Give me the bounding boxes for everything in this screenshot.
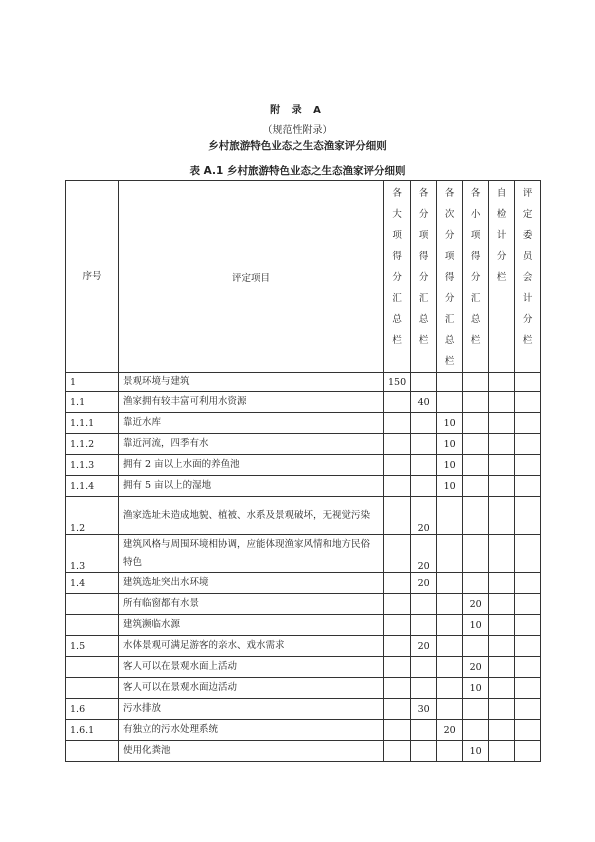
table-row [66, 573, 541, 594]
row-score-secondary [437, 741, 463, 762]
row-score-secondary [437, 636, 463, 657]
row-committee [515, 657, 541, 678]
row-seq [66, 678, 119, 699]
row-seq: 1.5 [66, 636, 119, 657]
row-score-minor: 10 [463, 678, 489, 699]
table-row [66, 373, 541, 392]
row-score-minor [463, 373, 489, 392]
row-score-sub: 30 [411, 699, 437, 720]
row-self-check [489, 434, 515, 455]
row-score-secondary: 20 [437, 720, 463, 741]
row-item: 景观环境与建筑 [119, 373, 384, 392]
row-score-minor: 10 [463, 741, 489, 762]
row-score-major [384, 636, 411, 657]
row-item: 渔家拥有较丰富可利用水资源 [119, 392, 384, 413]
row-committee [515, 741, 541, 762]
row-self-check [489, 413, 515, 434]
row-seq [66, 741, 119, 762]
row-score-sub [411, 615, 437, 636]
row-item: 建筑风格与周围环境相协调，应能体现渔家风情和地方民俗特色 [119, 535, 384, 573]
row-item: 污水排放 [119, 699, 384, 720]
row-score-major [384, 699, 411, 720]
row-item: 所有临窗都有水景 [119, 594, 384, 615]
row-score-sub [411, 678, 437, 699]
table-body [66, 181, 541, 762]
table-row [66, 720, 541, 741]
row-score-major [384, 573, 411, 594]
row-score-major [384, 594, 411, 615]
row-score-major [384, 741, 411, 762]
row-score-secondary [437, 657, 463, 678]
row-item: 水体景观可满足游客的亲水、戏水需求 [119, 636, 384, 657]
header-seq [66, 181, 119, 373]
row-committee [515, 636, 541, 657]
row-committee [515, 455, 541, 476]
normative-note: （规范性附录） [262, 125, 333, 136]
row-score-minor [463, 455, 489, 476]
row-score-major: 150 [384, 373, 411, 392]
table-row [66, 699, 541, 720]
row-score-sub: 20 [411, 573, 437, 594]
row-self-check [489, 678, 515, 699]
row-score-sub [411, 594, 437, 615]
row-seq [66, 594, 119, 615]
row-seq [66, 615, 119, 636]
row-committee [515, 434, 541, 455]
row-score-major [384, 657, 411, 678]
row-score-major [384, 455, 411, 476]
row-self-check [489, 636, 515, 657]
row-self-check [489, 392, 515, 413]
row-seq: 1.1.3 [66, 455, 119, 476]
row-seq: 1.1.2 [66, 434, 119, 455]
row-score-secondary [437, 497, 463, 535]
row-score-minor: 10 [463, 615, 489, 636]
row-score-secondary [437, 699, 463, 720]
table-row [66, 678, 541, 699]
table-row [66, 476, 541, 497]
table-row [66, 594, 541, 615]
row-seq: 1.3 [66, 535, 119, 573]
row-score-sub [411, 413, 437, 434]
row-score-major [384, 434, 411, 455]
row-self-check [489, 455, 515, 476]
row-score-minor [463, 535, 489, 573]
row-score-minor [463, 720, 489, 741]
table-caption: 表 A.1 乡村旅游特色业态之生态渔家评分细则 [189, 165, 406, 177]
row-seq: 1.6 [66, 699, 119, 720]
row-score-major [384, 615, 411, 636]
row-score-sub: 20 [411, 636, 437, 657]
table-row [66, 413, 541, 434]
row-self-check [489, 657, 515, 678]
header-score-secondary: 各 次 分 项 得 分 汇 总 栏 [437, 181, 463, 373]
row-score-sub: 20 [411, 497, 437, 535]
row-score-minor [463, 476, 489, 497]
row-committee [515, 615, 541, 636]
row-seq [66, 657, 119, 678]
row-score-sub [411, 720, 437, 741]
row-score-minor: 20 [463, 657, 489, 678]
row-self-check [489, 573, 515, 594]
row-item: 建筑濒临水源 [119, 615, 384, 636]
header-committee: 评 定 委 员 会 计 分 栏 [515, 181, 541, 373]
row-item: 渔家选址未造成地貌、植被、水系及景观破坏，无视觉污染 [119, 497, 384, 535]
header-score-major: 各 大 项 得 分 汇 总 栏 [384, 181, 411, 373]
row-score-major [384, 720, 411, 741]
row-committee [515, 594, 541, 615]
row-score-major [384, 497, 411, 535]
table-row [66, 455, 541, 476]
row-score-sub: 40 [411, 392, 437, 413]
row-score-minor [463, 699, 489, 720]
row-committee [515, 535, 541, 573]
row-score-secondary [437, 573, 463, 594]
row-committee [515, 573, 541, 594]
row-seq: 1 [66, 373, 119, 392]
row-self-check [489, 497, 515, 535]
row-score-minor [463, 392, 489, 413]
row-committee [515, 497, 541, 535]
table-row [66, 636, 541, 657]
header-self-check: 自 检 计 分 栏 [489, 181, 515, 373]
row-score-minor: 20 [463, 594, 489, 615]
row-committee [515, 373, 541, 392]
row-score-minor [463, 497, 489, 535]
row-committee [515, 476, 541, 497]
row-score-sub: 20 [411, 535, 437, 573]
row-self-check [489, 594, 515, 615]
row-score-major [384, 476, 411, 497]
row-item: 拥有 2 亩以上水面的养鱼池 [119, 455, 384, 476]
row-score-major [384, 413, 411, 434]
table-row [66, 615, 541, 636]
row-score-secondary [437, 615, 463, 636]
row-self-check [489, 615, 515, 636]
row-seq: 1.1.4 [66, 476, 119, 497]
row-score-secondary: 10 [437, 434, 463, 455]
table-row [66, 535, 541, 573]
row-score-secondary [437, 535, 463, 573]
row-seq: 1.1 [66, 392, 119, 413]
header-score-sub: 各 分 项 得 分 汇 总 栏 [411, 181, 437, 373]
row-item: 客人可以在景观水面上活动 [119, 657, 384, 678]
row-score-sub [411, 741, 437, 762]
row-item: 使用化粪池 [119, 741, 384, 762]
row-item: 客人可以在景观水面边活动 [119, 678, 384, 699]
row-self-check [489, 699, 515, 720]
row-self-check [489, 535, 515, 573]
row-seq: 1.6.1 [66, 720, 119, 741]
row-self-check [489, 476, 515, 497]
header-item: 评定项目 [119, 181, 384, 373]
row-score-secondary: 10 [437, 476, 463, 497]
row-committee [515, 678, 541, 699]
row-score-sub [411, 455, 437, 476]
scoring-table [65, 180, 541, 762]
row-item: 靠近水库 [119, 413, 384, 434]
row-score-secondary [437, 594, 463, 615]
row-self-check [489, 741, 515, 762]
row-seq: 1.4 [66, 573, 119, 594]
header-seq-text: 序号 [82, 270, 102, 282]
row-score-minor [463, 413, 489, 434]
row-item: 拥有 5 亩以上的湿地 [119, 476, 384, 497]
table-row [66, 741, 541, 762]
row-item: 有独立的污水处理系统 [119, 720, 384, 741]
row-score-sub [411, 657, 437, 678]
row-score-major [384, 535, 411, 573]
row-score-secondary [437, 392, 463, 413]
appendix-heading: 附 录 A [270, 105, 325, 116]
row-seq: 1.1.1 [66, 413, 119, 434]
row-score-sub [411, 476, 437, 497]
row-self-check [489, 373, 515, 392]
row-score-major [384, 678, 411, 699]
appendix-title: 乡村旅游特色业态之生态渔家评分细则 [208, 140, 387, 152]
row-committee [515, 699, 541, 720]
table-row [66, 434, 541, 455]
header-score-minor: 各 小 项 得 分 汇 总 栏 [463, 181, 489, 373]
row-score-minor [463, 573, 489, 594]
row-item: 靠近河流，四季有水 [119, 434, 384, 455]
row-seq: 1.2 [66, 497, 119, 535]
row-score-secondary: 10 [437, 413, 463, 434]
row-score-secondary: 10 [437, 455, 463, 476]
row-score-sub [411, 434, 437, 455]
row-score-minor [463, 636, 489, 657]
row-score-secondary [437, 678, 463, 699]
row-score-major [384, 392, 411, 413]
table-row [66, 497, 541, 535]
row-self-check [489, 720, 515, 741]
row-item: 建筑选址突出水环境 [119, 573, 384, 594]
header-row [66, 181, 541, 373]
row-committee [515, 392, 541, 413]
row-score-minor [463, 434, 489, 455]
table-row [66, 657, 541, 678]
row-score-secondary [437, 373, 463, 392]
table-row [66, 392, 541, 413]
row-committee [515, 413, 541, 434]
row-score-sub [411, 373, 437, 392]
row-committee [515, 720, 541, 741]
